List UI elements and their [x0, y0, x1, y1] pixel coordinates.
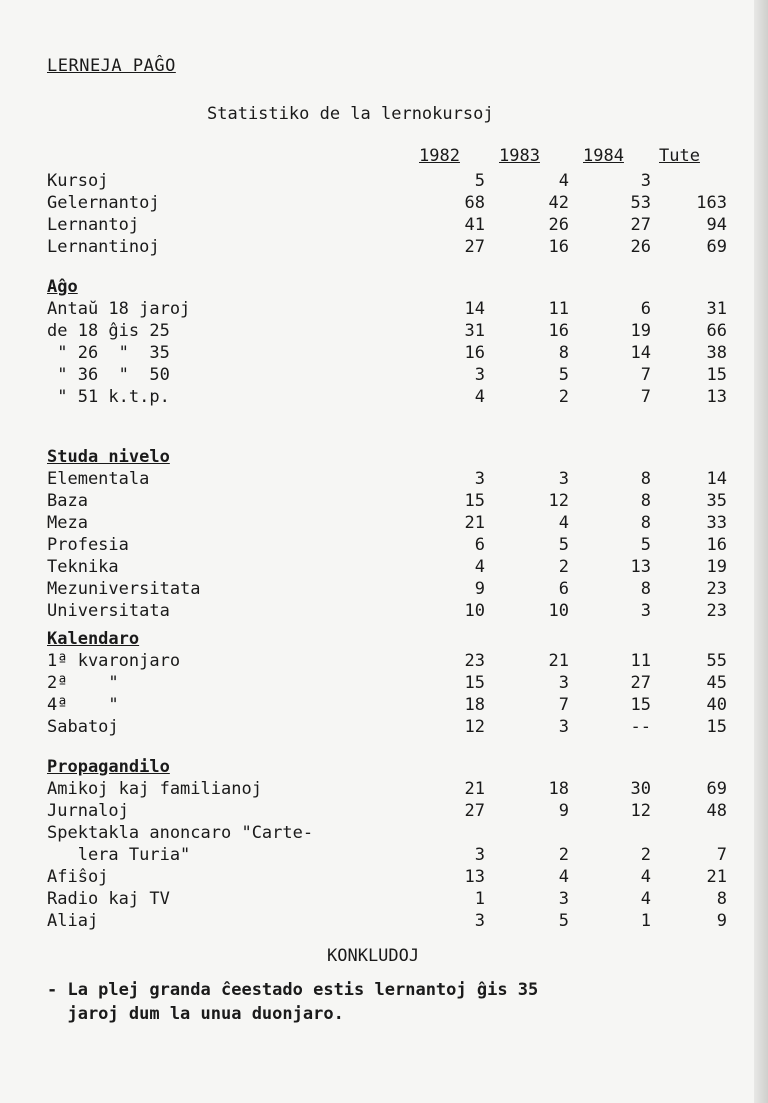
section-title: Propagandilo — [47, 757, 170, 777]
table-cell: 21 — [706, 867, 727, 887]
table-row — [47, 468, 727, 490]
table-subtitle: Statistiko de la lernokursoj — [207, 104, 494, 124]
table-row — [47, 320, 727, 342]
table-cell: 6 — [558, 579, 569, 599]
table-cell: 8 — [640, 513, 651, 533]
table-row — [47, 800, 727, 822]
table-cell: 5 — [474, 171, 485, 191]
table-cell: 2 — [558, 557, 569, 577]
table-cell: 12 — [630, 801, 651, 821]
table-cell: 16 — [706, 535, 727, 555]
table-cell: 19 — [630, 321, 651, 341]
table-cell: 9 — [474, 579, 485, 599]
table-cell: 7 — [558, 695, 569, 715]
row-label: " 51 k.t.p. — [47, 387, 170, 407]
table-cell: 8 — [640, 491, 651, 511]
table-cell: 4 — [474, 557, 485, 577]
table-row — [47, 866, 727, 888]
table-cell: 16 — [548, 237, 569, 257]
table-row — [47, 236, 727, 258]
table-cell: 42 — [548, 193, 569, 213]
table-cell: 4 — [640, 867, 651, 887]
table-cell: 3 — [474, 365, 485, 385]
row-label: " 26 " 35 — [47, 343, 170, 363]
row-label: Teknika — [47, 557, 119, 577]
row-label: Aliaj — [47, 911, 99, 931]
row-label: Kursoj — [47, 171, 109, 191]
document-page — [47, 56, 727, 1024]
table-cell: 5 — [640, 535, 651, 555]
table-cell: 12 — [548, 491, 569, 511]
col-header-tute: Tute — [659, 146, 700, 166]
section-title: Studa nivelo — [47, 447, 170, 467]
table-cell: 26 — [630, 237, 651, 257]
table-row — [47, 822, 727, 866]
table-row — [47, 888, 727, 910]
table-cell: 8 — [640, 469, 651, 489]
table-row — [47, 778, 727, 800]
table-cell: 38 — [706, 343, 727, 363]
table-cell: 15 — [706, 365, 727, 385]
table-cell: 15 — [464, 491, 485, 511]
table-cell: 1 — [640, 911, 651, 931]
table-cell: 3 — [474, 911, 485, 931]
table-cell: 8 — [716, 889, 727, 909]
table-cell: 53 — [630, 193, 651, 213]
col-header-1982: 1982 — [419, 146, 460, 166]
row-label: 1ª kvaronjaro — [47, 651, 181, 671]
table-cell: 69 — [706, 237, 727, 257]
table-cell: 3 — [558, 717, 569, 737]
table-row — [47, 490, 727, 512]
table-cell: 3 — [474, 845, 485, 865]
table-cell: 31 — [706, 299, 727, 319]
row-label: Baza — [47, 491, 88, 511]
table-row — [47, 364, 727, 386]
row-label: Meza — [47, 513, 88, 533]
table-cell: 4 — [558, 513, 569, 533]
table-cell: 35 — [706, 491, 727, 511]
table-cell: 16 — [464, 343, 485, 363]
table-cell: 11 — [630, 651, 651, 671]
row-label: Profesia — [47, 535, 129, 555]
table-cell: 94 — [706, 215, 727, 235]
table-cell: 5 — [558, 365, 569, 385]
table-cell: 21 — [464, 513, 485, 533]
table-row — [47, 192, 727, 214]
row-label: Afiŝoj — [47, 867, 109, 887]
table-cell: 9 — [716, 911, 727, 931]
row-label: Mezuniversitata — [47, 579, 201, 599]
row-label: Sabatoj — [47, 717, 119, 737]
conclusion-text — [47, 978, 707, 1026]
table-cell: 15 — [630, 695, 651, 715]
table-row — [47, 578, 727, 600]
conclusion-title: KONKLUDOJ — [327, 946, 420, 966]
table-cell: 5 — [558, 535, 569, 555]
row-label: Antaŭ 18 jaroj — [47, 299, 191, 319]
table-cell: 27 — [464, 801, 485, 821]
table-cell: 3 — [558, 673, 569, 693]
row-label: 2ª " — [47, 673, 119, 693]
table-row — [47, 694, 727, 716]
table-cell: 68 — [464, 193, 485, 213]
table-cell: 14 — [706, 469, 727, 489]
row-label: " 36 " 50 — [47, 365, 170, 385]
table-row — [47, 342, 727, 364]
table-cell: 4 — [558, 171, 569, 191]
table-section — [47, 170, 727, 258]
table-cell: 27 — [464, 237, 485, 257]
table-cell: 4 — [474, 387, 485, 407]
row-label: 4ª " — [47, 695, 119, 715]
table-row — [47, 556, 727, 578]
table-cell: 2 — [558, 845, 569, 865]
table-cell: 14 — [464, 299, 485, 319]
row-label: Spektakla anoncaro "Carte- lera Turia" — [47, 823, 314, 865]
row-label: de 18 ĝis 25 — [47, 321, 170, 341]
row-label: Jurnaloj — [47, 801, 129, 821]
table-cell: 9 — [558, 801, 569, 821]
table-row — [47, 910, 727, 932]
table-cell: 14 — [630, 343, 651, 363]
table-cell: 10 — [548, 601, 569, 621]
row-label: Lernantinoj — [47, 237, 160, 257]
table-row — [47, 716, 727, 738]
table-cell: 3 — [640, 601, 651, 621]
table-cell: 40 — [706, 695, 727, 715]
table-cell: 45 — [706, 673, 727, 693]
table-cell: 3 — [558, 889, 569, 909]
page-edge-shadow — [754, 0, 768, 1103]
table-cell: 3 — [474, 469, 485, 489]
row-label: Amikoj kaj familianoj — [47, 779, 262, 799]
table-cell: 7 — [640, 387, 651, 407]
table-cell: 55 — [706, 651, 727, 671]
table-cell: 18 — [548, 779, 569, 799]
table-cell: 6 — [474, 535, 485, 555]
table-cell: 13 — [706, 387, 727, 407]
table-cell: 48 — [706, 801, 727, 821]
row-label: Universitata — [47, 601, 170, 621]
table-cell: 7 — [640, 365, 651, 385]
table-cell: 3 — [558, 469, 569, 489]
table-section — [47, 628, 727, 738]
table-row — [47, 600, 727, 622]
col-header-1984: 1984 — [583, 146, 624, 166]
row-label: Radio kaj TV — [47, 889, 170, 909]
table-cell: 21 — [548, 651, 569, 671]
table-row — [47, 170, 727, 192]
page-heading: LERNEJA PAĜO — [47, 56, 176, 76]
table-cell: 41 — [464, 215, 485, 235]
section-title: Aĝo — [47, 277, 78, 297]
table-row — [47, 298, 727, 320]
table-cell: 23 — [706, 579, 727, 599]
table-cell: 23 — [706, 601, 727, 621]
table-cell: 4 — [640, 889, 651, 909]
table-section — [47, 276, 727, 408]
table-cell: 8 — [640, 579, 651, 599]
table-cell: 21 — [464, 779, 485, 799]
table-cell: 16 — [548, 321, 569, 341]
table-row — [47, 650, 727, 672]
table-cell: 26 — [548, 215, 569, 235]
table-cell: 31 — [464, 321, 485, 341]
table-cell: 27 — [630, 673, 651, 693]
table-section — [47, 446, 727, 622]
table-row — [47, 672, 727, 694]
table-cell: 19 — [706, 557, 727, 577]
table-row — [47, 512, 727, 534]
table-cell: 1 — [474, 889, 485, 909]
table-cell: 69 — [706, 779, 727, 799]
table-row — [47, 534, 727, 556]
row-label: Lernantoj — [47, 215, 140, 235]
table-row — [47, 386, 727, 408]
table-section — [47, 756, 727, 932]
table-row — [47, 214, 727, 236]
table-cell: 30 — [630, 779, 651, 799]
table-cell: 7 — [716, 845, 727, 865]
row-label: Elementala — [47, 469, 150, 489]
table-cell: 18 — [464, 695, 485, 715]
table-cell: 2 — [558, 387, 569, 407]
table-cell: 66 — [706, 321, 727, 341]
table-cell: 15 — [464, 673, 485, 693]
table-cell: 163 — [696, 193, 727, 213]
table-cell: 15 — [706, 717, 727, 737]
table-cell: 13 — [464, 867, 485, 887]
conclusion-line: - La plej granda ĉeestado estis lernantoj ĝis 35 jaroj dum la unua duonjaro. — [47, 980, 539, 1024]
table-cell: 27 — [630, 215, 651, 235]
col-header-1983: 1983 — [499, 146, 540, 166]
table-cell: 3 — [640, 171, 651, 191]
table-cell: 6 — [640, 299, 651, 319]
table-cell: -- — [630, 717, 651, 737]
section-title: Kalendaro — [47, 629, 140, 649]
table-cell: 13 — [630, 557, 651, 577]
table-cell: 33 — [706, 513, 727, 533]
table-cell: 5 — [558, 911, 569, 931]
table-cell: 2 — [640, 845, 651, 865]
table-cell: 4 — [558, 867, 569, 887]
table-cell: 23 — [464, 651, 485, 671]
year-header-row — [47, 146, 727, 168]
table-cell: 11 — [548, 299, 569, 319]
table-cell: 12 — [464, 717, 485, 737]
row-label: Gelernantoj — [47, 193, 160, 213]
table-cell: 10 — [464, 601, 485, 621]
table-cell: 8 — [558, 343, 569, 363]
